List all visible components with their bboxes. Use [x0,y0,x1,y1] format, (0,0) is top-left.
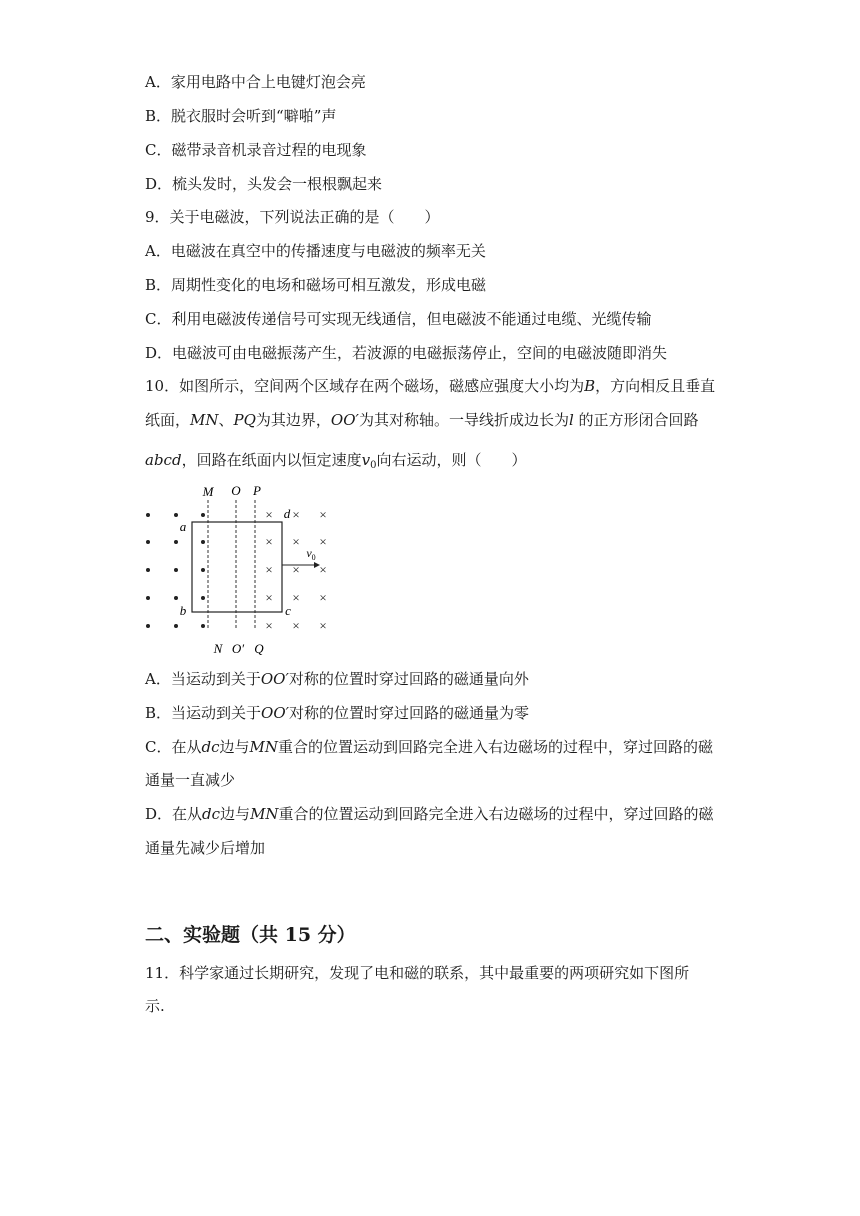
label-b: b [179,603,187,618]
label-p: P [253,483,261,498]
svg-text:×: × [319,507,327,522]
label-n: N [213,641,223,656]
svg-text:×: × [265,562,273,577]
q10-stem-line2 [145,410,699,430]
label-o-prime: O′ [231,641,245,656]
q10-option-text: D．在从 [145,805,203,823]
field-crosses-right [265,507,326,633]
q10-option-text: C．在从 [145,738,202,756]
svg-text:×: × [292,534,300,549]
q10-option-text: B．当运动到关于 [145,704,262,722]
q10-symbol-v: v [361,451,371,469]
q9-option-d: D．电磁波可由电磁振荡产生，若波源的电磁振荡停止，空间的电磁波随即消失 [145,344,668,362]
q10-symbol-abcd: abcd [145,451,182,469]
q10-option-text: 对称的位置时穿过回路的磁通量向外 [288,670,529,688]
q11-stem-line2: 示. [145,997,165,1015]
q10-option-d-line2: 通量先减少后增加 [145,839,266,857]
svg-text:×: × [265,534,273,549]
q10-magnetic-field-figure [130,478,340,658]
q10-option-b [145,703,529,723]
svg-text:×: × [319,618,327,633]
q10-symbol-l: l [568,411,574,429]
q10-option-c-line1 [145,737,713,757]
q10-stem-text: 、 [218,411,234,429]
q10-stem-text: 纸面， [145,411,191,429]
q10-option-text: A．当运动到关于 [145,670,261,688]
q10-stem-text: 10．如图所示，空间两个区域存在两个磁场，磁感应强度大小均为 [145,377,585,395]
svg-text:×: × [265,507,273,522]
q10-option-c-line2: 通量一直减少 [145,771,236,789]
q10-stem-text: 为其边界， [255,411,331,429]
svg-text:×: × [292,562,300,577]
svg-text:×: × [265,590,273,605]
q10-stem-text: ，方向相反且垂直 [595,377,716,395]
label-o: O [231,483,241,498]
q10-symbol-b: B [584,377,596,395]
q10-stem-text: ，回路在纸面内以恒定速度 [181,451,362,469]
q10-stem-text: 为其对称轴。一导线折成边长为 [358,411,569,429]
q10-symbol-mn: MN [190,411,219,429]
q9-option-a: A．电磁波在真空中的传播速度与电磁波的频率无关 [145,242,486,260]
q8-option-a: A．家用电路中合上电键灯泡会亮 [145,73,366,91]
q10-option-text: 重合的位置运动到回路完全进入右边磁场的过程中，穿过回路的磁 [278,738,714,756]
q10-symbol-dc: dc [202,805,221,823]
q10-symbol-dc: dc [201,738,220,756]
label-c: c [285,603,291,618]
q8-option-d: D．梳头发时，头发会一根根飘起来 [145,175,383,193]
q10-option-text: 边与 [220,805,251,823]
q10-option-text: 边与 [219,738,250,756]
q8-option-b: B．脱衣服时会听到“噼啪”声 [145,107,337,125]
q9-option-b: B．周期性变化的电场和磁场可相互激发，形成电磁 [145,276,487,294]
q10-option-a [145,669,529,689]
svg-text:×: × [292,590,300,605]
label-q: Q [254,641,264,656]
q10-option-text: 重合的位置运动到回路完全进入右边磁场的过程中，穿过回路的磁 [278,805,714,823]
q10-option-d-line1 [145,804,714,824]
q10-stem-line3 [145,450,526,476]
q10-symbol-oo: OO′ [330,411,359,429]
q10-symbol-mn: MN [249,738,278,756]
q9-option-c: C．利用电磁波传递信号可实现无线通信，但电磁波不能通过电缆、光缆传输 [145,310,652,328]
q11-stem-line1: 11．科学家通过长期研究，发现了电和磁的联系，其中最重要的两项研究如下图所 [145,964,690,982]
q8-option-c: C．磁带录音机录音过程的电现象 [145,141,367,159]
section-heading: 二、实验题（共 15 分） [145,924,356,946]
q9-stem: 9．关于电磁波，下列说法正确的是（ ） [145,208,440,226]
svg-text:×: × [319,562,327,577]
q10-symbol-oo: OO′ [261,704,290,722]
label-a: a [179,519,187,534]
svg-text:×: × [265,618,273,633]
field-dots-left [146,513,205,628]
q10-stem-line1 [145,376,715,396]
q10-symbol-oo: OO′ [260,670,289,688]
q10-symbol-mn: MN [250,805,279,823]
q10-stem-text: 的正方形闭合回路 [578,411,699,429]
q10-stem-text: 向右运动，则（ ） [376,451,527,469]
svg-text:×: × [319,534,327,549]
label-m: M [202,484,214,499]
q10-symbol-pq: PQ [233,411,256,429]
svg-text:×: × [292,618,300,633]
q10-option-text: 对称的位置时穿过回路的磁通量为零 [289,704,530,722]
label-d: d [283,506,291,521]
svg-text:×: × [292,507,300,522]
svg-text:×: × [319,590,327,605]
q10-symbol-v-sub: 0 [370,460,377,471]
label-v: $v_0$ [306,546,316,562]
